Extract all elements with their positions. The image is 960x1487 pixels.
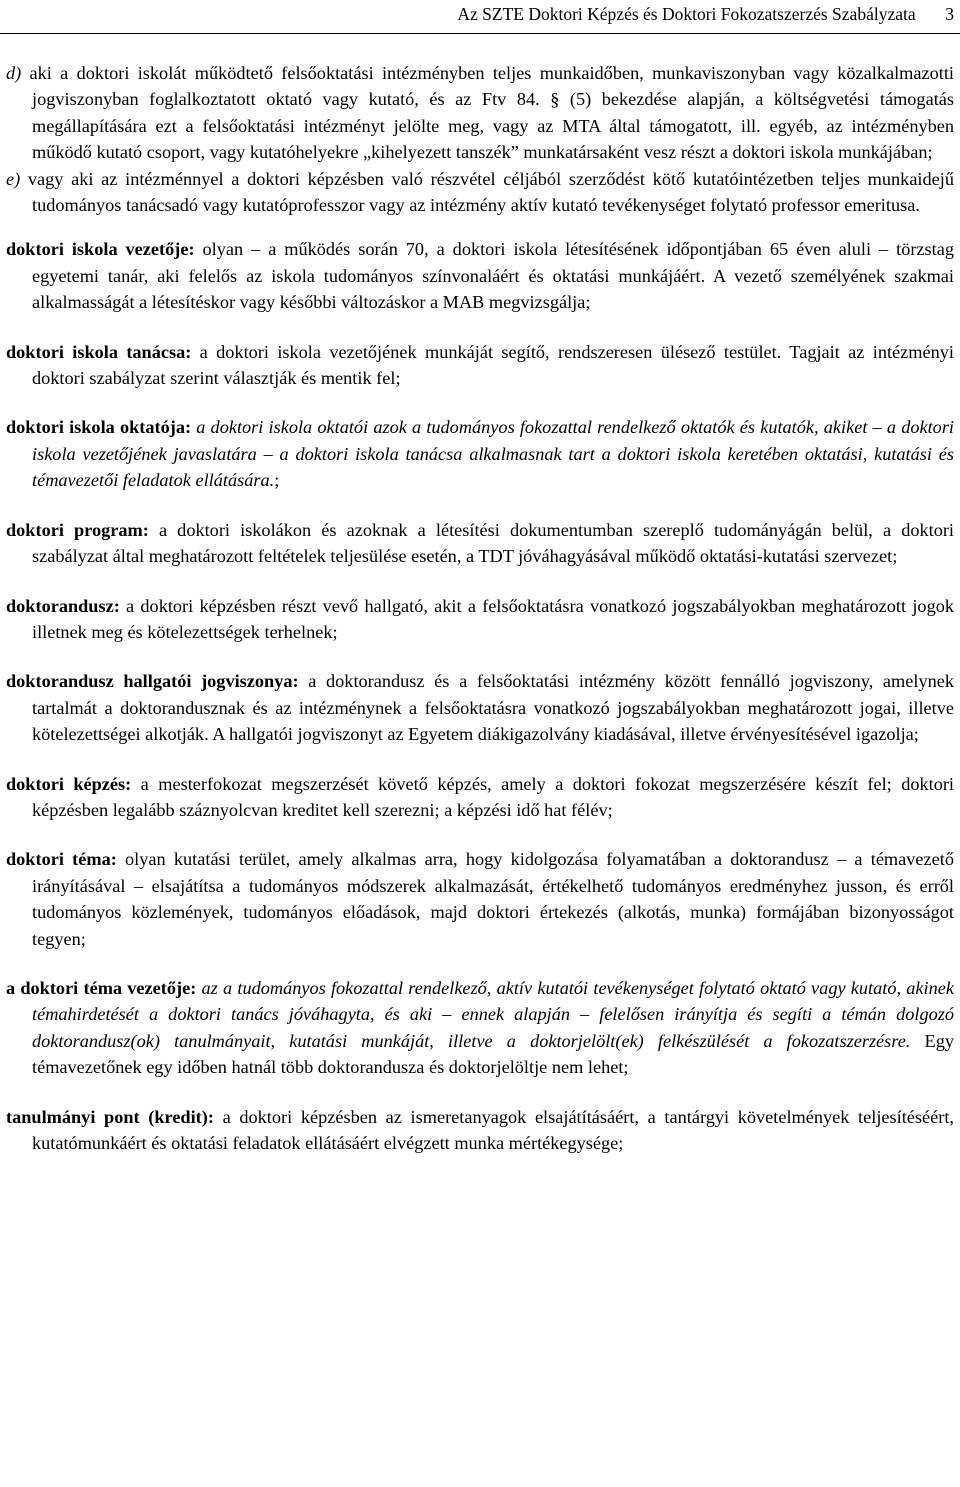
definition-text: a doktori képzésben részt vevő hallgató, akit a felsőoktatásra vonatkozó jogszabályokban meghatározott jogok illetnek meg és kötelezettségek terhelnek; — [32, 595, 954, 642]
definition-text: a doktori iskolákon és azoknak a létesítési dokumentumban szereplő tudományágán belül, a doktori szabályzat által meghatározott feltételek teljesülése esetén, a TDT jóváhagyásával működő oktatási-kutatási szervezet; — [32, 519, 954, 567]
definition-doktori-tema — [6, 846, 954, 952]
definition-term: doktori program: — [6, 519, 149, 540]
list-item-e — [6, 166, 954, 219]
definition-doktori-tema-vezetoje — [6, 975, 954, 1081]
list-marker: e) — [6, 168, 21, 189]
document-body — [6, 60, 954, 1156]
definition-term: doktorandusz: — [6, 595, 120, 616]
list-item-d — [6, 60, 954, 166]
definition-text: ; — [274, 470, 280, 491]
definition-doktori-iskola-vezetoje — [6, 236, 954, 315]
definition-doktori-kepzes — [6, 771, 954, 824]
definition-text: a doktorandusz és a felsőoktatási intézmény között fennálló jogviszony, amelynek tartalmát a doktorandusznak és az intézménynek a felsőoktatásra vonatkozó jogszabályokban meghatározott jogai, illetve kötelezettségei alkotják. A hallgatói jogviszonyt az Egyetem diákigazolvány kiadásával, illetve érvényesítésével igazolja; — [32, 671, 954, 745]
definition-doktori-iskola-oktatoja — [6, 414, 954, 493]
definition-term: doktori iskola tanácsa: — [6, 341, 192, 362]
list-marker: d) — [6, 63, 22, 83]
definition-text: a doktori képzésben az ismeretanyagok elsajátításáért, a tantárgyi követelmények teljesítéséért, kutatómunkáért és oktatási feladatok ellátásáért elvégzett munka mértékegysége; — [32, 1106, 954, 1153]
definition-text: Egy témavezetőnek egy időben hatnál több doktorandusza és doktorjelöltje nem lehet; — [32, 1030, 954, 1078]
definition-doktorandusz-hallgatoi-jogviszonya — [6, 668, 954, 747]
definition-term: doktori iskola oktatója: — [6, 417, 192, 438]
document-title: Az SZTE Doktori Képzés és Doktori Fokozatszerzés Szabályzata — [457, 4, 916, 24]
definition-doktorandusz — [6, 593, 954, 646]
definition-term: doktori iskola vezetője: — [6, 239, 195, 260]
definition-text: a mesterfokozat megszerzését követő képzés, amely a doktori fokozat megszerzésére készít fel; doktori képzésben legalább száznyolcvan kreditet kell szerezni; a képzési idő hat félév; — [32, 773, 954, 820]
definition-doktori-iskola-tanacsa — [6, 339, 954, 392]
definition-term: doktorandusz hallgatói jogviszonya: — [6, 671, 299, 692]
page-number: 3 — [945, 4, 954, 24]
definition-term: tanulmányi pont (kredit): — [6, 1106, 214, 1127]
definition-text: a doktori iskola vezetőjének munkáját segítő, rendszeresen ülésező testület. Tagjait az intézményi doktori szabályzat szerint választják és mentik fel; — [32, 341, 954, 389]
list-item-text: vagy aki az intézménnyel a doktori képzésben való részvétel céljából szerződést kötő kutatóintézetben teljes munkaidejű tudományos tanácsadó vagy kutatóprofesszor vagy az intézmény aktív kutató tevékenységet folytató professor emeritusa. — [27, 168, 954, 216]
definition-text: olyan kutatási terület, amely alkalmas arra, hogy kidolgozása folyamatában a doktorandusz – a témavezető irányításával – elsajátítsa a tudományos módszerek alkalmazását, értékelhető tudományos eredményhez jusson, és erről tudományos közlemények, tudományos előadások, majd doktori értekezés (alkotás, munka) formájában bizonyosságot tegyen; — [32, 849, 954, 949]
definition-italic-text: a doktori iskola oktatói azok a tudományos fokozattal rendelkező oktatók és kutatók, akiket – a doktori iskola vezetőjének javaslatára – a doktori iskola tanácsa alkalmasnak tart a doktori iskola keretében oktatási, kutatási és témavezetői feladatok ellátására. — [32, 417, 955, 491]
definition-doktori-program — [6, 517, 954, 570]
definition-tanulmanyi-pont — [6, 1104, 954, 1157]
list-item-text: aki a doktori iskolát működtető felsőoktatási intézményben teljes munkaidőben, munkaviszonyban vagy közalkalmazotti jogviszonyban foglalkoztatott oktató vagy kutató, és az Ftv 84. § (5) bekezdése alapján, a költségvetési támogatás megállapítására ezt a felsőoktatási intézményt jelölte meg, vagy az MTA által támogatott, ill. egyéb, az intézményben működő kutató csoport, vagy kutatóhelyekre „kihelyezett tanszék” munkatársaként vesz részt a doktori iskola munkájában; — [29, 63, 954, 163]
definition-term: doktori téma: — [6, 849, 117, 870]
page-header — [0, 0, 960, 34]
definition-text: olyan – a működés során 70, a doktori iskola létesítésének időpontjában 65 éven aluli – törzstag egyetemi tanár, aki felelős az iskola tudományos színvonaláért és oktatási munkájáért. A vezető személyének szakmai alkalmasságát a létesítéskor vagy későbbi változáskor a MAB megvizsgálja; — [32, 239, 954, 313]
definition-term: a doktori téma vezetője: — [6, 977, 197, 998]
definition-term: doktori képzés: — [6, 773, 132, 794]
definition-italic-text: az a tudományos fokozattal rendelkező, aktív kutatói tevékenységet folytató oktató vagy kutató, akinek témahirdetését a doktori tanács jóváhagyta, és aki – ennek alapján – felelősen irányítja és segíti a témán dolgozó doktorandusz(ok) tanulmányait, kutatási munkáját, illetve a doktorjelölt(ek) felkészülését a fokozatszerzésre. — [32, 977, 954, 1051]
